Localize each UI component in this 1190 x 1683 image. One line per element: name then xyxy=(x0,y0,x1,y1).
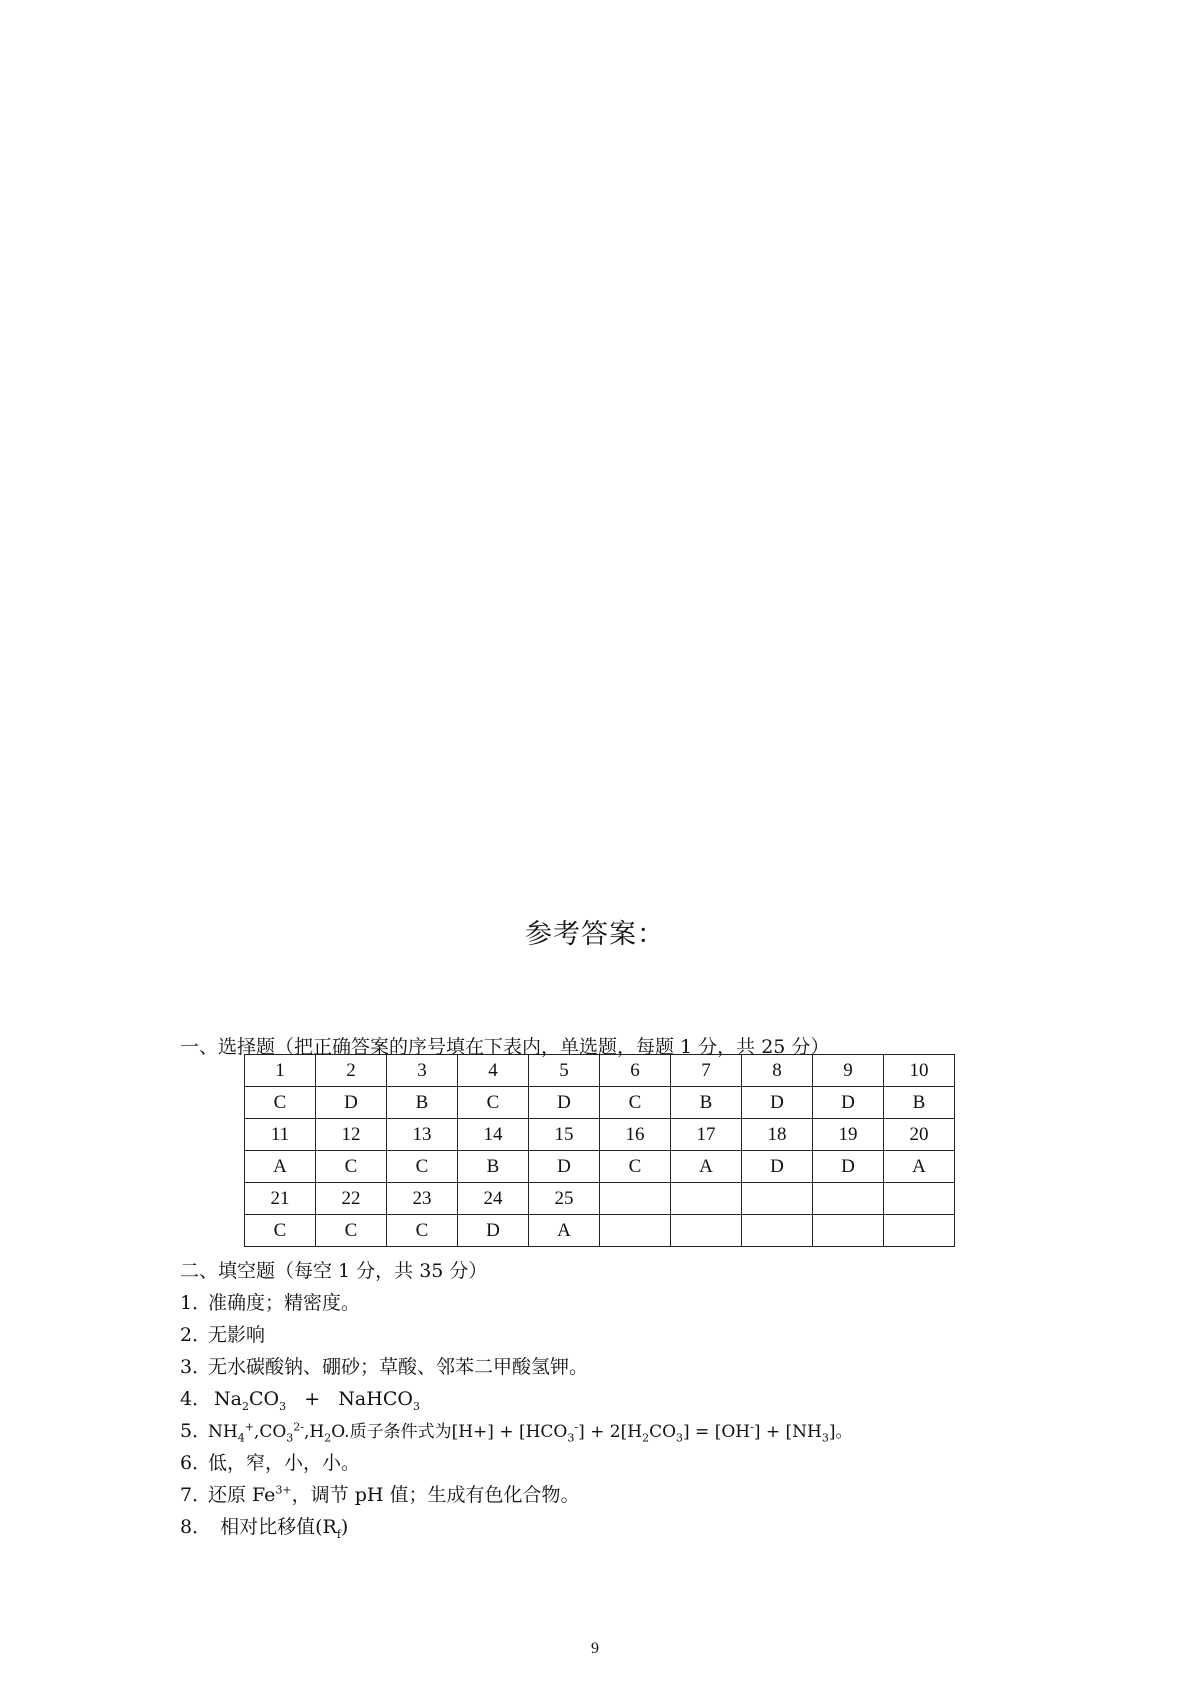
table-row xyxy=(245,1215,955,1247)
table-cell: 11 xyxy=(245,1119,316,1151)
table-cell: 22 xyxy=(316,1183,387,1215)
answer-item-2: 2．无影响 xyxy=(180,1324,266,1346)
table-row xyxy=(245,1087,955,1119)
table-cell: 21 xyxy=(245,1183,316,1215)
table-cell: A xyxy=(884,1151,955,1183)
table-cell xyxy=(813,1183,884,1215)
answer-item-6: 6．低，窄，小，小。 xyxy=(180,1452,361,1474)
table-cell xyxy=(884,1215,955,1247)
table-cell: B xyxy=(387,1087,458,1119)
table-cell xyxy=(600,1215,671,1247)
table-row xyxy=(245,1151,955,1183)
table-cell: C xyxy=(387,1151,458,1183)
table-cell: 15 xyxy=(529,1119,600,1151)
table-cell: 10 xyxy=(884,1055,955,1087)
table-cell: 24 xyxy=(458,1183,529,1215)
answer-item-8: 8． 相对比移值$(R_f)$ xyxy=(180,1516,349,1541)
table-cell: D xyxy=(316,1087,387,1119)
table-cell xyxy=(742,1183,813,1215)
table-cell: 14 xyxy=(458,1119,529,1151)
table-cell: 1 xyxy=(245,1055,316,1087)
table-cell: 8 xyxy=(742,1055,813,1087)
table-cell: D xyxy=(813,1151,884,1183)
answer-item-3: 3．无水碳酸钠、硼砂；草酸、邻苯二甲酸氢钾。 xyxy=(180,1356,589,1378)
table-row xyxy=(245,1183,955,1215)
table-cell: 7 xyxy=(671,1055,742,1087)
table-cell: C xyxy=(316,1151,387,1183)
table-cell: 25 xyxy=(529,1183,600,1215)
table-cell: 5 xyxy=(529,1055,600,1087)
table-cell: C xyxy=(600,1087,671,1119)
table-cell xyxy=(742,1215,813,1247)
table-cell: A xyxy=(671,1151,742,1183)
table-row xyxy=(245,1055,955,1087)
answer-table xyxy=(244,1054,955,1247)
table-cell xyxy=(813,1215,884,1247)
table-cell xyxy=(600,1183,671,1215)
table-cell: C xyxy=(245,1215,316,1247)
table-cell: B xyxy=(884,1087,955,1119)
table-cell: A xyxy=(529,1215,600,1247)
table-cell: 4 xyxy=(458,1055,529,1087)
answer-item-4: 4． $Na_2CO_3$ + NaHCO$_3$ xyxy=(180,1388,420,1413)
table-cell: B xyxy=(671,1087,742,1119)
answer-item-7: 7．还原 $Fe^{3+}$，调节 pH 值；生成有色化合物。 xyxy=(180,1483,580,1506)
table-row xyxy=(245,1119,955,1151)
table-cell: 18 xyxy=(742,1119,813,1151)
table-cell: 13 xyxy=(387,1119,458,1151)
table-cell: 23 xyxy=(387,1183,458,1215)
answer-item-5: 5．$NH_4^+,CO_3^{2-},H_2O$.质子条件式为$[H+] + [HCO_3^-] + 2[H_2CO_3] = [OH^-] + [NH_3]$。 xyxy=(180,1420,853,1445)
table-cell: 3 xyxy=(387,1055,458,1087)
table-cell: 20 xyxy=(884,1119,955,1151)
table-cell: D xyxy=(529,1087,600,1119)
table-cell: D xyxy=(742,1087,813,1119)
answer-item-1: 1．准确度；精密度。 xyxy=(180,1292,361,1314)
table-cell: 17 xyxy=(671,1119,742,1151)
table-cell: C xyxy=(387,1215,458,1247)
table-cell: C xyxy=(600,1151,671,1183)
table-cell: B xyxy=(458,1151,529,1183)
table-cell xyxy=(884,1183,955,1215)
table-cell: D xyxy=(813,1087,884,1119)
table-cell: C xyxy=(316,1215,387,1247)
table-cell: D xyxy=(458,1215,529,1247)
table-cell: 9 xyxy=(813,1055,884,1087)
table-cell: A xyxy=(245,1151,316,1183)
table-cell xyxy=(671,1215,742,1247)
page-title: 参考答案： xyxy=(525,919,665,950)
page-number: 9 xyxy=(591,1640,599,1657)
table-cell: C xyxy=(458,1087,529,1119)
section-heading-fill: 二、填空题（每空 1 分，共 35 分） xyxy=(180,1260,488,1282)
table-cell: C xyxy=(245,1087,316,1119)
section-heading-choice: 一、选择题（把正确答案的序号填在下表内，单选题，每题 1 分，共 25 分） xyxy=(180,1036,830,1058)
table-cell: D xyxy=(742,1151,813,1183)
table-cell: 16 xyxy=(600,1119,671,1151)
table-cell: 2 xyxy=(316,1055,387,1087)
table-cell: D xyxy=(529,1151,600,1183)
table-cell xyxy=(671,1183,742,1215)
table-cell: 6 xyxy=(600,1055,671,1087)
table-cell: 12 xyxy=(316,1119,387,1151)
table-cell: 19 xyxy=(813,1119,884,1151)
